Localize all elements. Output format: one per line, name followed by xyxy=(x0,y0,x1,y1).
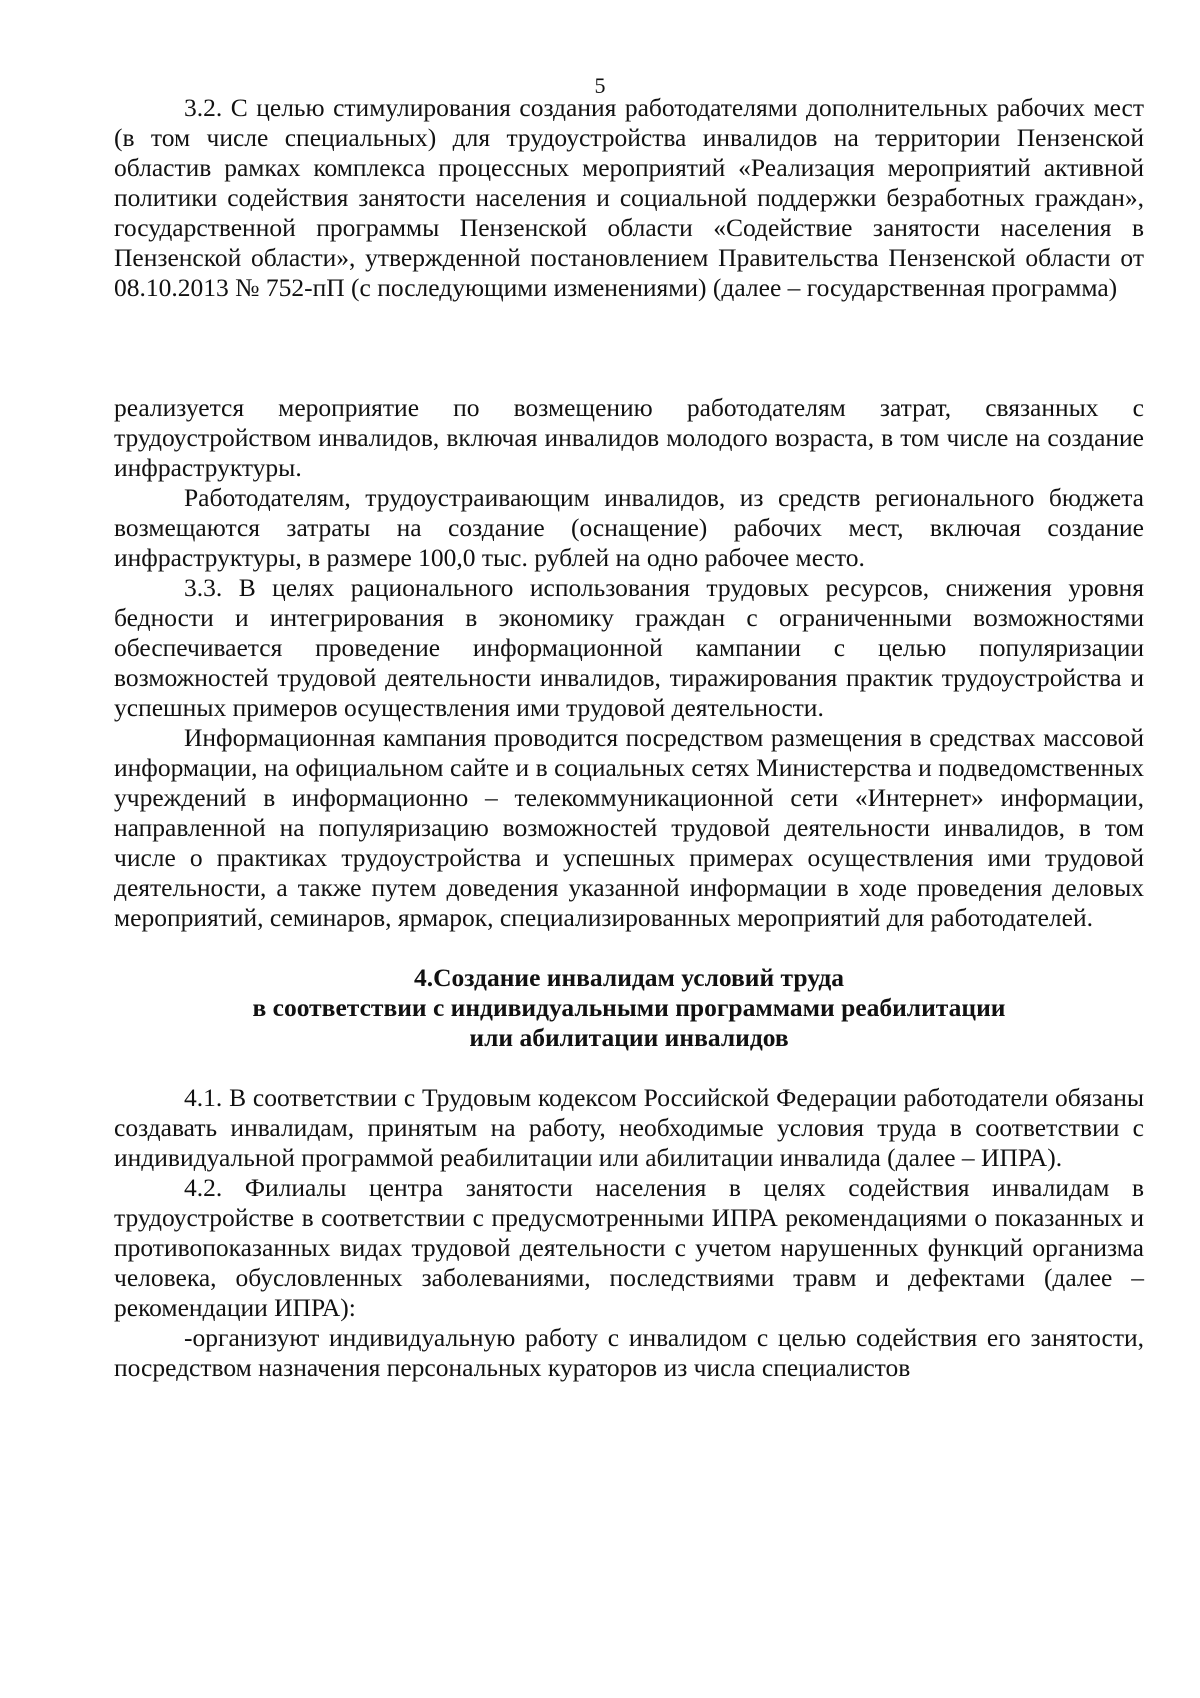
paragraph-3-2: 3.2. С целью стимулирования создания работодателями дополнительных рабочих мест (в том числе специальных) для трудоустройства инвалидов на территории Пензенской областив рамках комплекса процессных мероприятий «Реализация мероприятий активной политики содействия занятости населения и социальной поддержки безработных граждан», государственной программы Пензенской области «Содействие занятости населения в Пензенской области», утвержденной постановлением Правительства Пензенской области от 08.10.2013 № 752-пП (с последующими изменениями) (далее – государственная программа) xyxy=(114,93,1144,302)
paragraph-continuation: реализуется мероприятие по возмещению работодателям затрат, связанных с трудоустройством инвалидов, включая инвалидов молодого возраста, в том числе на создание инфраструктуры. xyxy=(114,393,1144,482)
section-4-heading-line-1: 4.Создание инвалидам условий труда xyxy=(413,963,845,992)
paragraph-3-3: 3.3. В целях рационального использования трудовых ресурсов, снижения уровня бедности и интегрирования в экономику граждан с ограниченными возможностями обеспечивается проведение информационной кампании с целью популяризации возможностей трудовой деятельности инвалидов, тиражирования практик трудоустройства и успешных примеров осуществления ими трудовой деятельности. xyxy=(114,573,1144,722)
spacer xyxy=(114,933,1144,963)
text-block-2 xyxy=(114,393,1144,1383)
paragraph-4-2: 4.2. Филиалы центра занятости населения в целях содействия инвалидам в трудоустройстве в соответствии с предусмотренными ИПРА рекомендациями о показанных и противопоказанных видах трудовой деятельности с учетом нарушенных функций организма человека, обусловленных заболеваниями, последствиями травм и дефектами (далее – рекомендации ИПРА): xyxy=(114,1173,1144,1322)
paragraph-information-campaign: Информационная кампания проводится посредством размещения в средствах массовой информации, на официальном сайте и в социальных сетях Министерства и подведомственных учреждений в информационно – телекоммуникационной сети «Интернет» информации, направленной на популяризацию возможностей трудовой деятельности инвалидов, в том числе о практиках трудоустройства и успешных примерах осуществления ими трудовой деятельности, а также путем доведения указанной информации в ходе проведения деловых мероприятий, семинаров, ярмарок, специализированных мероприятий для работодателей. xyxy=(114,723,1144,932)
page-number: 5 xyxy=(594,73,606,98)
text-block-1 xyxy=(114,93,1144,303)
spacer xyxy=(114,1053,1144,1083)
section-4-heading-line-3: или абилитации инвалидов xyxy=(469,1023,789,1052)
paragraph-bullet-individual-work: -организуют индивидуальную работу с инвалидом с целью содействия его занятости, посредством назначения персональных кураторов из числа специалистов xyxy=(114,1323,1144,1382)
paragraph-4-1: 4.1. В соответствии с Трудовым кодексом Российской Федерации работодатели обязаны создавать инвалидам, принятым на работу, необходимые условия труда в соответствии с индивидуальной программой реабилитации или абилитации инвалида (далее – ИПРА). xyxy=(114,1083,1144,1172)
paragraph-employers-compensation: Работодателям, трудоустраивающим инвалидов, из средств регионального бюджета возмещаются затраты на создание (оснащение) рабочих мест, включая создание инфраструктуры, в размере 100,0 тыс. рублей на одно рабочее место. xyxy=(114,483,1144,572)
section-4-heading-line-2: в соответствии с индивидуальными программами реабилитации xyxy=(252,993,1006,1022)
